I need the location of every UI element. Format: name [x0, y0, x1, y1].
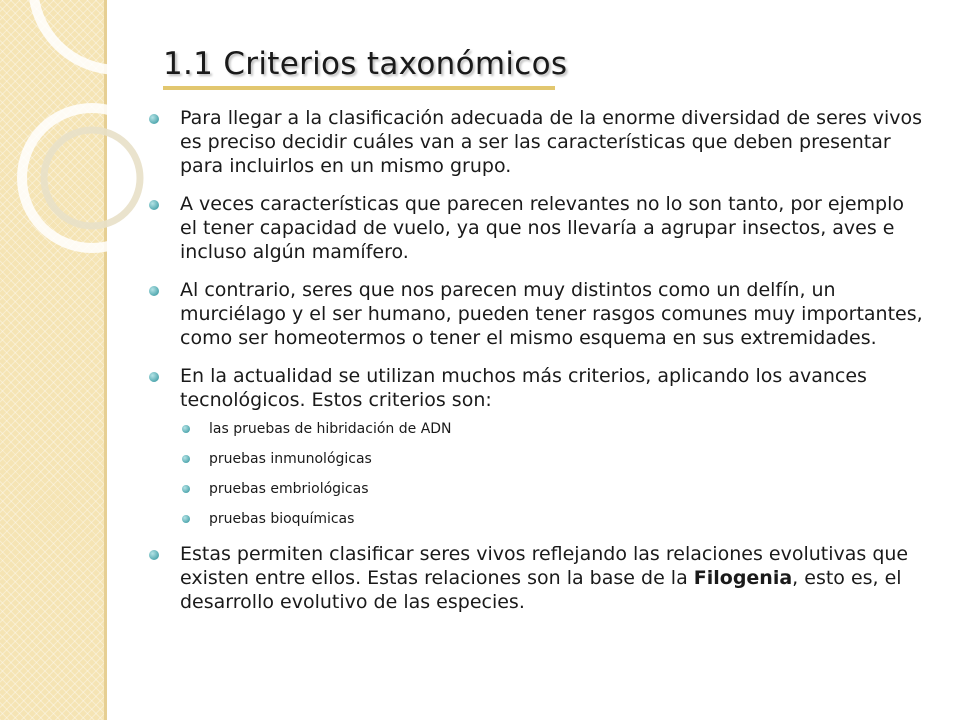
- bullet-item-with-sublist: [148, 364, 923, 528]
- title-underline: [163, 86, 555, 90]
- sub-bullet-item: las pruebas de hibridación de ADN: [180, 420, 923, 438]
- ring-middle-inner: [44, 130, 140, 226]
- slide-title: 1.1 Criterios taxonómicos: [163, 46, 568, 82]
- bullet-item: Al contrario, seres que nos parecen muy distintos como un delfín, un murciélago y el ser humano, pueden tener rasgos comunes muy importantes, como ser homeotermos o tener el mismo esquema en sus extremidades.: [148, 278, 923, 350]
- sub-bullet-item: pruebas inmunológicas: [180, 450, 923, 468]
- sub-bullet-list: [180, 420, 923, 528]
- bullet-item: A veces características que parecen relevantes no lo son tanto, por ejemplo el tener capacidad de vuelo, ya que nos llevaría a agrupar insectos, aves e incluso algún mamífero.: [148, 192, 923, 264]
- bullet-text-before: Estas permiten clasificar seres vivos reflejando las relaciones evolutivas que existen entre ellos. Estas relaciones son la base de la: [180, 543, 909, 589]
- emphasis-filogenia: Filogenia: [693, 567, 793, 589]
- sub-bullet-item: pruebas embriológicas: [180, 480, 923, 498]
- bullet-item-filogenia: [148, 542, 923, 614]
- bullet-list: [148, 106, 923, 628]
- bullet-item: Para llegar a la clasificación adecuada de la enorme diversidad de seres vivos es preciso decidir cuáles van a ser las características que deben presentar para incluirlos en un mismo grupo.: [148, 106, 923, 178]
- bullet-text-after: , esto es, el desarrollo evolutivo de las especies.: [180, 567, 902, 613]
- sub-bullet-item: pruebas bioquímicas: [180, 510, 923, 528]
- bullet-text: En la actualidad se utilizan muchos más criterios, aplicando los avances tecnológicos. Estos criterios son:: [180, 365, 867, 411]
